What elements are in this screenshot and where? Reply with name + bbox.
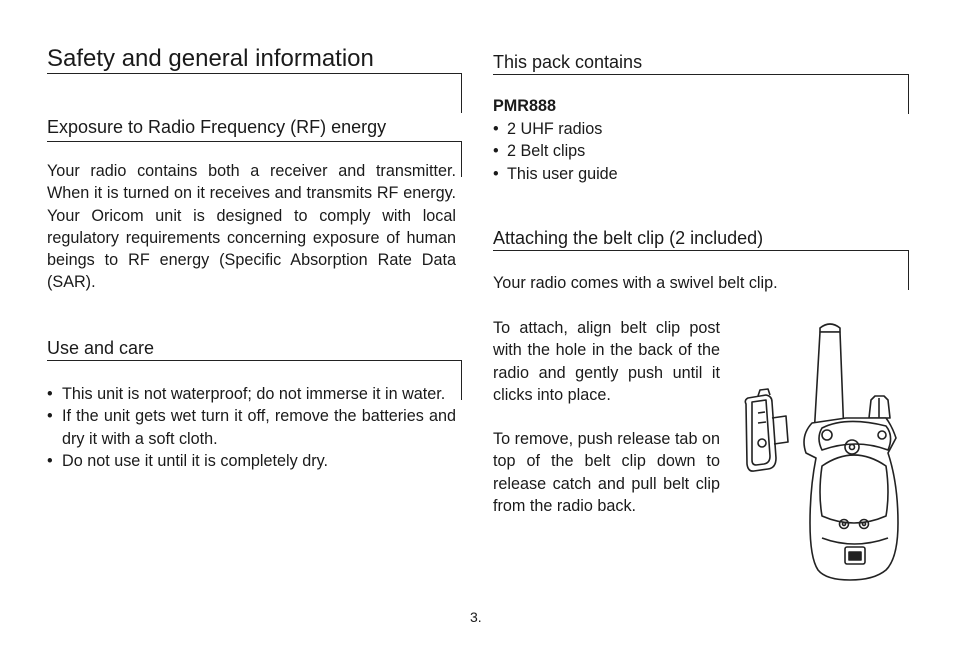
belt-intro: Your radio comes with a swivel belt clip.	[493, 274, 778, 292]
list-item: • 2 UHF radios	[493, 118, 793, 140]
pack-heading: This pack contains	[493, 52, 643, 72]
rf-paragraph: Your radio contains both a receiver and transmitter. When it is turned on it receives and transmits RF energy. Your Oricom unit is designed to comply with local regulatory requirements concerning exposure of human beings to RF energy (Specific Absorption Rate Data (SAR).	[47, 162, 456, 292]
model-name: PMR888	[493, 97, 556, 115]
list-item: • This user guide	[493, 163, 793, 185]
belt-remove-text: To remove, push release tab on top of the belt clip down to release catch and pull belt clip from the radio back.	[493, 430, 720, 515]
belt-heading: Attaching the belt clip (2 included)	[493, 228, 764, 248]
list-item: • Do not use it until it is completely dry.	[47, 450, 456, 472]
page-number: 3.	[470, 609, 482, 625]
list-item: • 2 Belt clips	[493, 140, 793, 162]
list-item: • This unit is not waterproof; do not immerse it in water.	[47, 383, 456, 405]
care-list	[47, 383, 456, 472]
pack-list	[493, 118, 793, 185]
care-heading: Use and care	[47, 338, 155, 358]
rf-heading: Exposure to Radio Frequency (RF) energy	[47, 117, 387, 137]
page-title: Safety and general information	[47, 45, 374, 72]
radio-belt-clip-illustration	[738, 318, 918, 584]
list-item: • If the unit gets wet turn it off, remove the batteries and dry it with a soft cloth.	[47, 405, 456, 450]
belt-attach-text: To attach, align belt clip post with the hole in the back of the radio and gently push until it clicks into place.	[493, 319, 720, 404]
title-rule	[47, 73, 462, 113]
